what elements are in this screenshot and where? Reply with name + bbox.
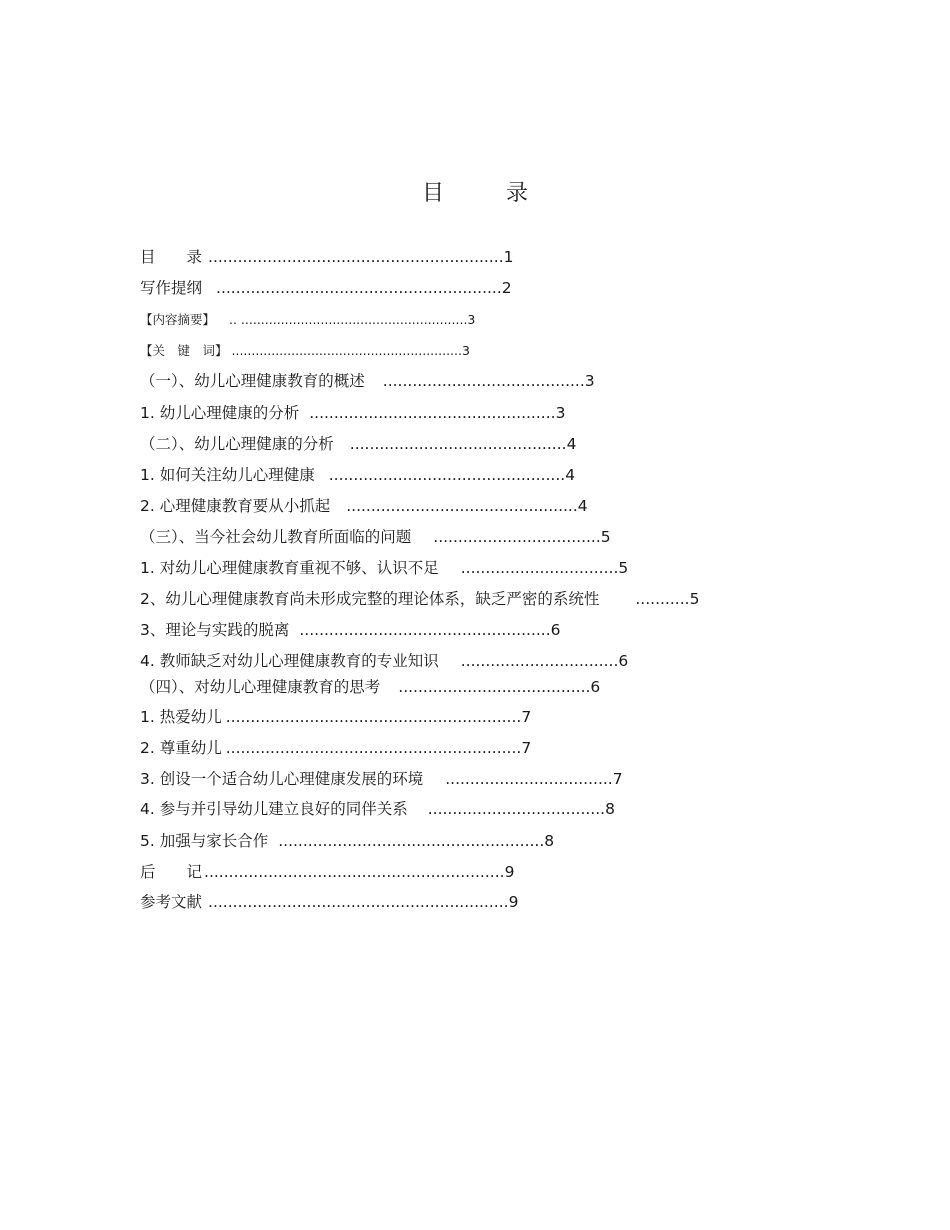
toc-entry-leader-dots: ................................................ (328, 466, 566, 484)
toc-entry[interactable] (140, 528, 611, 546)
toc-entry-page-number: 4 (565, 466, 576, 484)
toc-entry-page-number: 3 (555, 404, 566, 422)
toc-entry-leader-dots: ............................................... (346, 497, 578, 515)
toc-entry[interactable] (140, 652, 628, 670)
toc-entry-page-number: 7 (521, 739, 532, 757)
toc-entry-title: （二）、幼儿心理健康的分析 (140, 435, 334, 453)
toc-entry-title: 2. 心理健康教育要从小抓起 (140, 497, 331, 515)
toc-entry-title: 1. 如何关注幼儿心理健康 (140, 466, 315, 484)
toc-entry-leader-dots: ............................................................. (208, 893, 509, 911)
toc-entry-page-number: 2 (501, 279, 512, 297)
toc-entry-page-number: 9 (504, 863, 515, 881)
toc-entry-leader-dots: .......................................................... (216, 279, 502, 297)
toc-entry-page-number: 4 (566, 435, 577, 453)
toc-entry-leader-dots: .................................................. (309, 404, 556, 422)
toc-entry[interactable] (140, 863, 514, 881)
toc-entry-page-number: 1 (503, 248, 514, 266)
toc-entry-leader-dots: .................................. (433, 528, 601, 546)
toc-entry-leader-dots: ....................................... (398, 678, 591, 696)
toc-entry-title: 3、理论与实践的脱离 (140, 621, 290, 639)
toc-entry[interactable] (140, 248, 514, 266)
toc-entry-page-number: 7 (612, 770, 623, 788)
toc-entry-leader-dots: .................................. (445, 770, 613, 788)
toc-entry-page-number: 5 (618, 559, 629, 577)
toc-entry-title: （一）、幼儿心理健康教育的概述 (140, 372, 365, 390)
toc-entry-title: 5. 加强与家长合作 (140, 832, 269, 850)
toc-entry-leader-dots: .......................................................... (231, 343, 462, 358)
toc-entry[interactable] (140, 311, 475, 329)
toc-entry-page-number: 4 (577, 497, 588, 515)
toc-entry-page-number: 8 (605, 800, 615, 818)
toc-entry-page-number: 3 (461, 343, 470, 358)
toc-entry-leader-dots: ................................................... (299, 621, 551, 639)
toc-entry-title: 2、幼儿心理健康教育尚未形成完整的理论体系，缺乏严密的系统性 (140, 590, 600, 608)
toc-entry[interactable] (140, 559, 628, 577)
toc-entry-page-number: 7 (521, 708, 532, 726)
toc-entry-title: （四）、对幼儿心理健康教育的思考 (140, 678, 381, 696)
toc-entry-leader-dots: ......................................... (382, 372, 585, 390)
toc-entry-title: 4. 教师缺乏对幼儿心理健康教育的专业知识 (140, 652, 439, 670)
toc-entry-title: 4. 参与并引导幼儿建立良好的同伴关系 (140, 800, 408, 818)
toc-entry[interactable] (140, 893, 518, 911)
toc-entry[interactable] (140, 800, 615, 818)
toc-entry-leader-dots: ............................................................. (204, 863, 505, 881)
toc-entry-page-number: 3 (584, 372, 595, 390)
toc-entry[interactable] (140, 621, 561, 639)
toc-entry-leader-dots: ................................ (460, 652, 619, 670)
toc-entry-leader-dots: ............................................................ (225, 739, 522, 757)
page-title-left: 目 (421, 181, 444, 206)
toc-entry-leader-dots: .................................... (427, 800, 606, 818)
toc-entry-title: （三）、当今社会幼儿教育所面临的问题 (140, 528, 412, 546)
toc-entry-page-number: 6 (618, 652, 629, 670)
toc-entry-title: 1. 对幼儿心理健康教育重视不够、认识不足 (140, 559, 439, 577)
toc-entry-leader-dots: ............................................................ (208, 248, 504, 266)
toc-entry-title: 目 录 (140, 248, 203, 266)
toc-entry-title: 【内容摘要】 (140, 312, 216, 327)
toc-entry-title: 3. 创设一个适合幼儿心理健康发展的环境 (140, 770, 424, 788)
toc-entry-page-number: 9 (508, 893, 519, 911)
toc-entry[interactable] (140, 770, 623, 788)
toc-entry-page-number: 6 (590, 678, 601, 696)
toc-entry-title: 1. 幼儿心理健康的分析 (140, 404, 300, 422)
toc-entry-leader-dots: ................................ (460, 559, 619, 577)
toc-entry-title: 参考文献 (140, 893, 203, 911)
toc-entry-page-number: 8 (544, 832, 555, 850)
toc-entry-leader-dots: ............................................................ (225, 708, 522, 726)
toc-entry[interactable] (140, 466, 575, 484)
toc-entry-title: 【关 键 词】 (140, 343, 228, 358)
toc-entry[interactable] (140, 832, 554, 850)
toc-entry-leader-dots: ............................................ (349, 435, 567, 453)
toc-entry[interactable] (140, 404, 565, 422)
toc-entry[interactable] (140, 497, 588, 515)
toc-entry-title: 2. 尊重幼儿 (140, 739, 222, 757)
toc-entry[interactable] (140, 590, 699, 608)
toc-entry[interactable] (140, 279, 512, 297)
page-title-right: 录 (506, 181, 529, 206)
page-title (0, 176, 950, 207)
toc-entry[interactable] (140, 678, 600, 696)
toc-entry-page-number: 6 (550, 621, 561, 639)
toc-entry-leader-dots: .. ......................................................... (229, 312, 468, 327)
toc-entry-leader-dots: ........... (635, 590, 690, 608)
toc-entry[interactable] (140, 372, 595, 390)
toc-entry-leader-dots: ...................................................... (278, 832, 545, 850)
toc-entry-page-number: 5 (600, 528, 611, 546)
toc-entry-page-number: 3 (467, 312, 476, 327)
toc-entry[interactable] (140, 435, 576, 453)
toc-entry[interactable] (140, 342, 470, 360)
toc-entry-page-number: 5 (689, 590, 700, 608)
toc-entry-title: 写作提纲 (140, 279, 203, 297)
toc-entry-title: 后 记 (140, 863, 203, 881)
toc-entry[interactable] (140, 739, 531, 757)
toc-entry-title: 1. 热爱幼儿 (140, 708, 222, 726)
toc-entry[interactable] (140, 708, 531, 726)
